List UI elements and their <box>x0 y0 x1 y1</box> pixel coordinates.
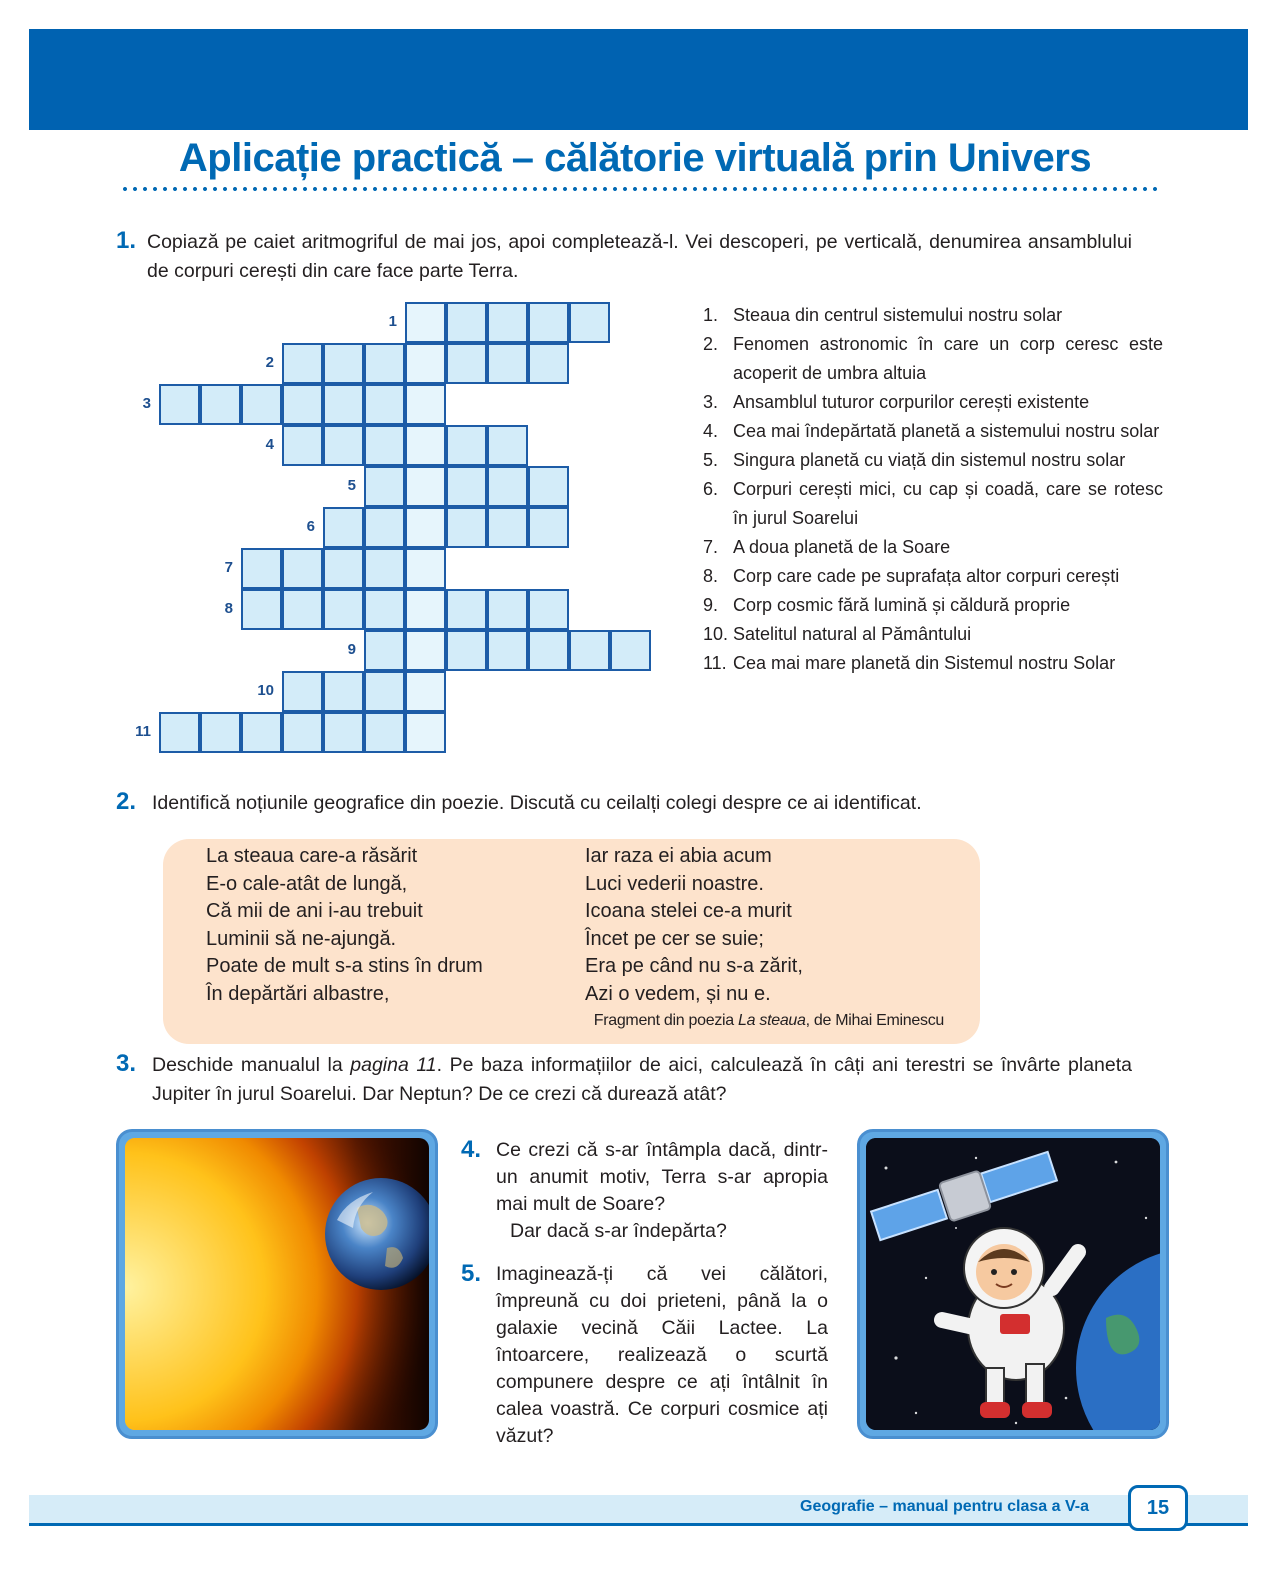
exercise-3-text <box>152 1051 1132 1109</box>
crossword-cell <box>487 507 528 548</box>
clue-number: 11. <box>703 653 727 673</box>
crossword-cell <box>569 302 610 343</box>
clue-text: Fenomen astronomic în care un corp ceresc este acoperit de umbra altuia <box>733 334 1163 383</box>
crossword-cell <box>241 712 282 753</box>
title-dotted-rule <box>120 186 1160 192</box>
crossword-key-cell <box>405 548 446 589</box>
footer-text: Geografie – manual pentru clasa a V-a <box>800 1498 1089 1515</box>
crossword-cell <box>364 466 405 507</box>
top-banner <box>29 29 1248 130</box>
exercise-4-text2: Dar dacă s-ar îndepărta? <box>510 1220 727 1242</box>
crossword-row-number: 5 <box>347 477 356 494</box>
crossword-cell <box>487 343 528 384</box>
poem-line: Luminii să ne-ajungă. <box>206 927 397 950</box>
clue-number: 2. <box>703 334 719 354</box>
clue-item <box>703 620 1163 649</box>
clue-text: Steaua din centrul sistemului nostru solar <box>733 305 1063 325</box>
poem-line: Azi o vedem, și nu e. <box>585 982 771 1005</box>
exercise-3-text-b: . Pe baza informațiilor de aici, calculează în câți ani terestri se învârte planeta Jupiter în jurul Soarelui. Dar Neptun? De ce crezi că durează atât? <box>152 1054 1133 1105</box>
poem-source-prefix: Fragment din poezia <box>593 1012 739 1029</box>
crossword-cell <box>323 671 364 712</box>
clue-text: Cea mai îndepărtată planetă a sistemului nostru solar <box>733 421 1160 441</box>
poem-line: Că mii de ani i-au trebuit <box>206 900 423 922</box>
crossword-cell <box>364 384 405 425</box>
crossword-cell <box>487 466 528 507</box>
crossword-row-number: 10 <box>257 682 274 699</box>
crossword-cell <box>446 589 487 630</box>
crossword-cell <box>610 630 651 671</box>
crossword-cell <box>323 548 364 589</box>
exercise-3-page-ref: pagina 11 <box>350 1054 437 1076</box>
clue-text: Corp care cade pe suprafața altor corpuri cerești <box>733 566 1120 586</box>
clue-number: 7. <box>703 537 719 557</box>
exercise-2-number: 2. <box>116 788 137 815</box>
clue-text: Satelitul natural al Pământului <box>733 624 972 644</box>
clue-item <box>703 301 1163 330</box>
clue-item <box>703 533 1163 562</box>
page-title: Aplicație practică – călătorie virtuală prin Univers <box>178 136 1092 180</box>
clue-text: Ansamblul tuturor corpurilor cerești existente <box>733 392 1090 412</box>
crossword-cell <box>323 343 364 384</box>
exercise-5-number: 5. <box>461 1260 482 1287</box>
crossword-cell <box>528 507 569 548</box>
poem-right-stanza <box>585 843 803 1008</box>
poem-line: Încet pe cer se suie; <box>585 927 764 950</box>
crossword-cell <box>569 630 610 671</box>
poem-line: Era pe când nu s-a zărit, <box>585 955 803 977</box>
astronaut-image <box>857 1129 1169 1439</box>
crossword-row-number: 3 <box>142 395 151 412</box>
crossword-cell <box>528 302 569 343</box>
page-number: 15 <box>1128 1485 1188 1531</box>
crossword-cell <box>446 630 487 671</box>
poem-line: Icoana stelei ce-a murit <box>585 900 792 922</box>
crossword-key-cell <box>405 630 446 671</box>
crossword-row-number: 1 <box>388 313 397 330</box>
crossword-row-number: 2 <box>265 354 274 371</box>
crossword-key-cell <box>405 466 446 507</box>
crossword-cell <box>323 384 364 425</box>
clue-item <box>703 330 1163 388</box>
crossword-clues <box>703 301 1163 678</box>
crossword-cell <box>282 589 323 630</box>
crossword-cell <box>200 384 241 425</box>
poem-source-suffix: , de Mihai Eminescu <box>805 1012 944 1029</box>
clue-item <box>703 591 1163 620</box>
poem-line: Iar raza ei abia acum <box>585 845 772 867</box>
crossword-cell <box>528 589 569 630</box>
crossword-cell <box>528 466 569 507</box>
crossword-cell <box>528 343 569 384</box>
crossword-cell <box>528 630 569 671</box>
clue-text: A doua planetă de la Soare <box>733 537 951 557</box>
crossword-cell <box>200 712 241 753</box>
crossword-row-number: 7 <box>224 559 233 576</box>
clue-item <box>703 649 1163 678</box>
crossword-cell <box>282 384 323 425</box>
crossword-cell <box>241 589 282 630</box>
crossword-cell <box>487 630 528 671</box>
crossword-cell <box>487 302 528 343</box>
crossword-cell <box>241 548 282 589</box>
crossword-key-cell <box>405 302 446 343</box>
poem-line: Poate de mult s-a stins în drum <box>206 955 483 977</box>
crossword-cell <box>323 425 364 466</box>
crossword-cell <box>364 548 405 589</box>
exercise-3-number: 3. <box>116 1050 137 1077</box>
clue-item <box>703 417 1163 446</box>
crossword-cell <box>364 425 405 466</box>
crossword-cell <box>159 384 200 425</box>
exercise-4-text: Ce crezi că s-ar întâmpla dacă, dintr-un anumit motiv, Terra s-ar apropia mai mult de Soare? <box>496 1139 828 1215</box>
poem-left-stanza <box>206 843 483 1008</box>
crossword-key-cell <box>405 671 446 712</box>
crossword-cell <box>364 507 405 548</box>
crossword-cell <box>241 384 282 425</box>
crossword-cell <box>446 425 487 466</box>
exercise-4-number: 4. <box>461 1136 482 1163</box>
clue-number: 8. <box>703 566 719 586</box>
crossword-key-cell <box>405 343 446 384</box>
crossword-cell <box>364 589 405 630</box>
exercise-1-text: Copiază pe caiet aritmogriful de mai jos, apoi completează-l. Vei descoperi, pe verticală, denumirea ansamblului de corpuri cerești din care face parte Terra. <box>147 231 1132 282</box>
crossword-cell <box>364 343 405 384</box>
poem-line: Luci vederii noastre. <box>585 872 764 895</box>
sun-earth-illustration <box>125 1138 429 1430</box>
crossword-row-number: 11 <box>135 723 151 740</box>
crossword-cell <box>282 671 323 712</box>
exercise-2-text: Identifică noțiunile geografice din poezie. Discută cu ceilalți colegi despre ce ai identificat. <box>152 792 922 814</box>
sun-earth-image <box>116 1129 438 1439</box>
clue-number: 1. <box>703 305 719 325</box>
clue-text: Corpuri cerești mici, cu cap și coadă, care se rotesc în jurul Soarelui <box>733 479 1163 528</box>
astronaut-illustration <box>866 1138 1160 1430</box>
crossword-row-number: 9 <box>347 641 356 658</box>
clue-item <box>703 446 1163 475</box>
crossword-key-cell <box>405 384 446 425</box>
crossword-cell <box>282 425 323 466</box>
clue-number: 3. <box>703 392 719 412</box>
crossword-cell <box>446 302 487 343</box>
crossword-cell <box>446 343 487 384</box>
clue-number: 4. <box>703 421 719 441</box>
crossword-cell <box>487 589 528 630</box>
exercise-5-text: Imaginează-ți că vei călători, împreună cu doi prieteni, până la o galaxie vecină Căii Lactee. La întoarcere, realizează o scurtă compunere despre ce ați întâlnit în calea voastră. Ce corpuri cosmice ați văzut? <box>496 1263 828 1447</box>
crossword-cell <box>446 507 487 548</box>
crossword-cell <box>364 671 405 712</box>
crossword-key-cell <box>405 425 446 466</box>
crossword-cell <box>364 712 405 753</box>
clue-number: 9. <box>703 595 719 615</box>
crossword-key-cell <box>405 712 446 753</box>
crossword-row-number: 4 <box>265 436 274 453</box>
poem-source-title: La steaua <box>738 1012 806 1029</box>
poem-line: În depărtări albastre, <box>206 982 390 1005</box>
clue-text: Cea mai mare planetă din Sistemul nostru Solar <box>733 653 1116 673</box>
crossword-cell <box>282 712 323 753</box>
crossword-key-cell <box>405 589 446 630</box>
poem-line: E-o cale-atât de lungă, <box>206 872 408 895</box>
clue-item <box>703 475 1163 533</box>
crossword-cell <box>282 343 323 384</box>
poem-source <box>594 1012 944 1030</box>
crossword-cell <box>323 507 364 548</box>
clue-number: 10. <box>703 624 729 644</box>
crossword-key-cell <box>405 507 446 548</box>
exercise-1-number: 1. <box>116 227 137 254</box>
crossword-cell <box>446 466 487 507</box>
clue-item <box>703 562 1163 591</box>
exercise-3-text-a: Deschide manualul la <box>152 1054 351 1076</box>
crossword-cell <box>159 712 200 753</box>
clue-number: 6. <box>703 479 719 499</box>
crossword-row-number: 8 <box>224 600 233 617</box>
crossword-cell <box>364 630 405 671</box>
crossword-cell <box>323 589 364 630</box>
crossword-cell <box>323 712 364 753</box>
crossword-row-number: 6 <box>306 518 315 535</box>
crossword-cell <box>487 425 528 466</box>
clue-number: 5. <box>703 450 719 470</box>
crossword-cell <box>282 548 323 589</box>
clue-text: Singura planetă cu viață din sistemul nostru solar <box>733 450 1126 470</box>
clue-item <box>703 388 1163 417</box>
clue-text: Corp cosmic fără lumină și căldură proprie <box>733 595 1071 615</box>
poem-line: La steaua care-a răsărit <box>206 845 418 867</box>
